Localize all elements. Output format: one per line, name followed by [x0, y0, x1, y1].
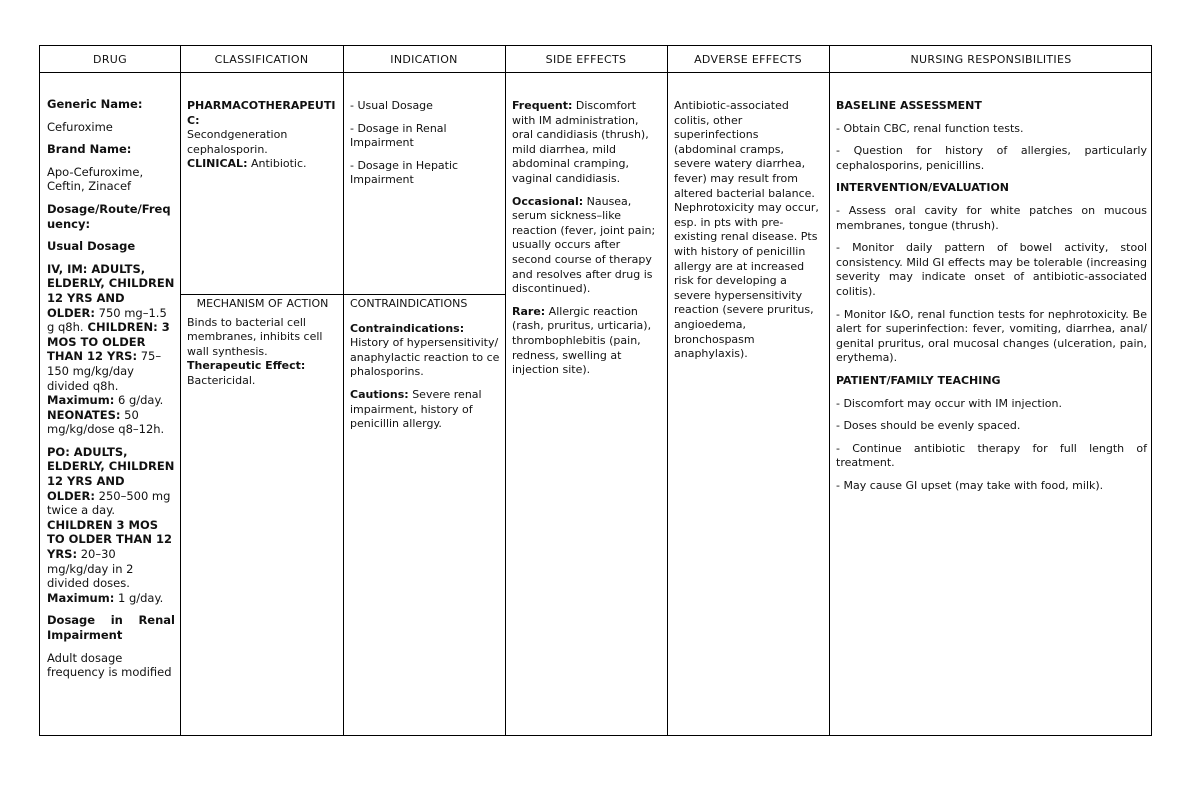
header-indication: INDICATION: [390, 52, 458, 66]
clinical-line: CLINICAL: Antibiotic.: [187, 157, 307, 171]
column-divider: [180, 46, 181, 735]
renal-dosage-text: Adult dosage frequency is modified: [47, 650, 172, 680]
header-divider: [40, 72, 1151, 73]
baseline-title: BASELINE ASSESSMENT: [836, 99, 982, 112]
generic-name: Cefuroxime: [47, 119, 113, 134]
mechanism-text: Binds to bacterial cell membranes, inhibits cell wall synthesis.: [187, 315, 323, 358]
row-divider: [180, 294, 506, 295]
iv-im-dosage: IV, IM: ADULTS, ELDERLY, CHILDREN 12 YRS AND OLDER: 750 mg–1.5 g q8h. CHILDREN: 3 MOS TO OLDER THAN 12 YRS: 75–150 mg/kg/day divided q8h. Maximum: 6 g/day. NEONATES: 50 mg/kg/dose q8–12h.: [47, 261, 175, 437]
column-divider: [667, 46, 668, 735]
dosage-route-label: Dosage/Route/Frequency:: [47, 201, 171, 231]
indication-item: - Dosage in Hepatic Impairment: [350, 158, 459, 187]
mechanism-title: MECHANISM OF ACTION: [196, 297, 329, 310]
drug-study-table: [39, 45, 1152, 736]
adverse-effects-text: Antibiotic-associated colitis, other superinfections (abdominal cramps, severe watery diarrhea, fever) may result from altered bacterial balance. Nephrotoxicity may occur, esp. in pts with pre-existing renal disease. Pts with history of penicillin allergy are at increased risk for developing a severe hypersensitivity reaction (severe pruritus, angioedema, bronchospasm anaphylaxis).: [674, 99, 819, 361]
header-adverse-effects: ADVERSE EFFECTS: [694, 52, 802, 66]
column-divider: [505, 46, 506, 735]
teaching-title: PATIENT/FAMILY TEACHING: [836, 373, 1001, 387]
nursing-item: - Doses should be evenly spaced.: [836, 419, 1021, 433]
nursing-item: - Discomfort may occur with IM injection.: [836, 396, 1062, 410]
nursing-item: - Question for history of allergies, particularly cephalosporins, penicillins.: [836, 144, 1147, 172]
contraindications-cell: [350, 297, 502, 440]
nursing-item: - Monitor daily pattern of bowel activity, stool consistency. Mild GI effects may be tolerable (increasing severity may indicate onset of antibiotic-associated colitis).: [836, 241, 1147, 298]
mechanism-cell: [187, 297, 338, 389]
contraindications-title: CONTRAINDICATIONS: [350, 297, 468, 310]
renal-dosage-label: Dosage in Renal Impairment: [47, 613, 175, 642]
therapeutic-effect-text: Bactericidal.: [187, 373, 256, 387]
brand-name: Apo-Cefuroxime, Ceftin, Zinacef: [47, 164, 144, 194]
side-effects-cell: [512, 99, 662, 386]
generic-name-label: Generic Name:: [47, 97, 143, 111]
side-effects-rare: Rare: Allergic reaction (rash, pruritus, urticaria), thrombophlebitis (pain, redness, swelling at injection site).: [512, 304, 652, 377]
pharma-label: PHARMACOTHERAPEUTIC:: [187, 99, 336, 127]
intervention-title: INTERVENTION/EVALUATION: [836, 181, 1010, 195]
side-effects-frequent: Frequent: Discomfort with IM administration, oral candidiasis (thrush), mild diarrhea, mild abdominal cramping, vaginal candidiasis.: [512, 99, 649, 185]
nursing-cell: [836, 99, 1147, 501]
column-divider: [829, 46, 830, 735]
cautions: Cautions: Severe renal impairment, history of penicillin allergy.: [350, 387, 482, 431]
side-effects-occasional: Occasional: Nausea, serum sickness–like reaction (fever, joint pain; usually occurs after second course of therapy and resolves after drug is discontinued).: [512, 194, 656, 296]
brand-name-label: Brand Name:: [47, 142, 132, 157]
header-classification: CLASSIFICATION: [214, 52, 309, 66]
nursing-item: - Assess oral cavity for white patches on mucous membranes, tongue (thrush).: [836, 203, 1147, 232]
therapeutic-effect-label: Therapeutic Effect:: [187, 359, 306, 373]
usual-dosage-label: Usual Dosage: [47, 239, 136, 254]
nursing-item: - Obtain CBC, renal function tests.: [836, 121, 1024, 135]
po-dosage: PO: ADULTS, ELDERLY, CHILDREN 12 YRS AND OLDER: 250–500 mg twice a day. CHILDREN 3 MOS TO OLDER THAN 12 YRS: 20–30 mg/kg/day in 2 divided doses. Maximum: 1 g/day.: [47, 444, 175, 605]
header-nursing: NURSING RESPONSIBILITIES: [910, 52, 1072, 66]
pharma-text: Secondgeneration cephalosporin.: [187, 128, 288, 156]
header-drug: DRUG: [93, 52, 127, 66]
nursing-item: - May cause GI upset (may take with food, milk).: [836, 478, 1104, 492]
indication-item: - Usual Dosage: [350, 99, 433, 112]
drug-cell: [47, 97, 175, 688]
indication-item: - Dosage in Renal Impairment: [350, 121, 447, 150]
nursing-item: - Monitor I&O, renal function tests for nephrotoxicity. Be alert for superinfection: fever, vomiting, diarrhea, anal/ genital pruritus, oral mucosal changes (ulceration, pain, erythema).: [836, 307, 1147, 365]
indication-cell: [350, 99, 500, 196]
nursing-item: - Continue antibiotic therapy for full length of treatment.: [836, 441, 1147, 470]
column-divider: [343, 46, 344, 735]
header-side-effects: SIDE EFFECTS: [545, 52, 627, 66]
adverse-effects-cell: [674, 99, 824, 370]
classification-cell: [187, 99, 338, 172]
contraindications: Contraindications: History of hypersensitivity/anaphylactic reaction to cephalosporins.: [350, 321, 500, 379]
